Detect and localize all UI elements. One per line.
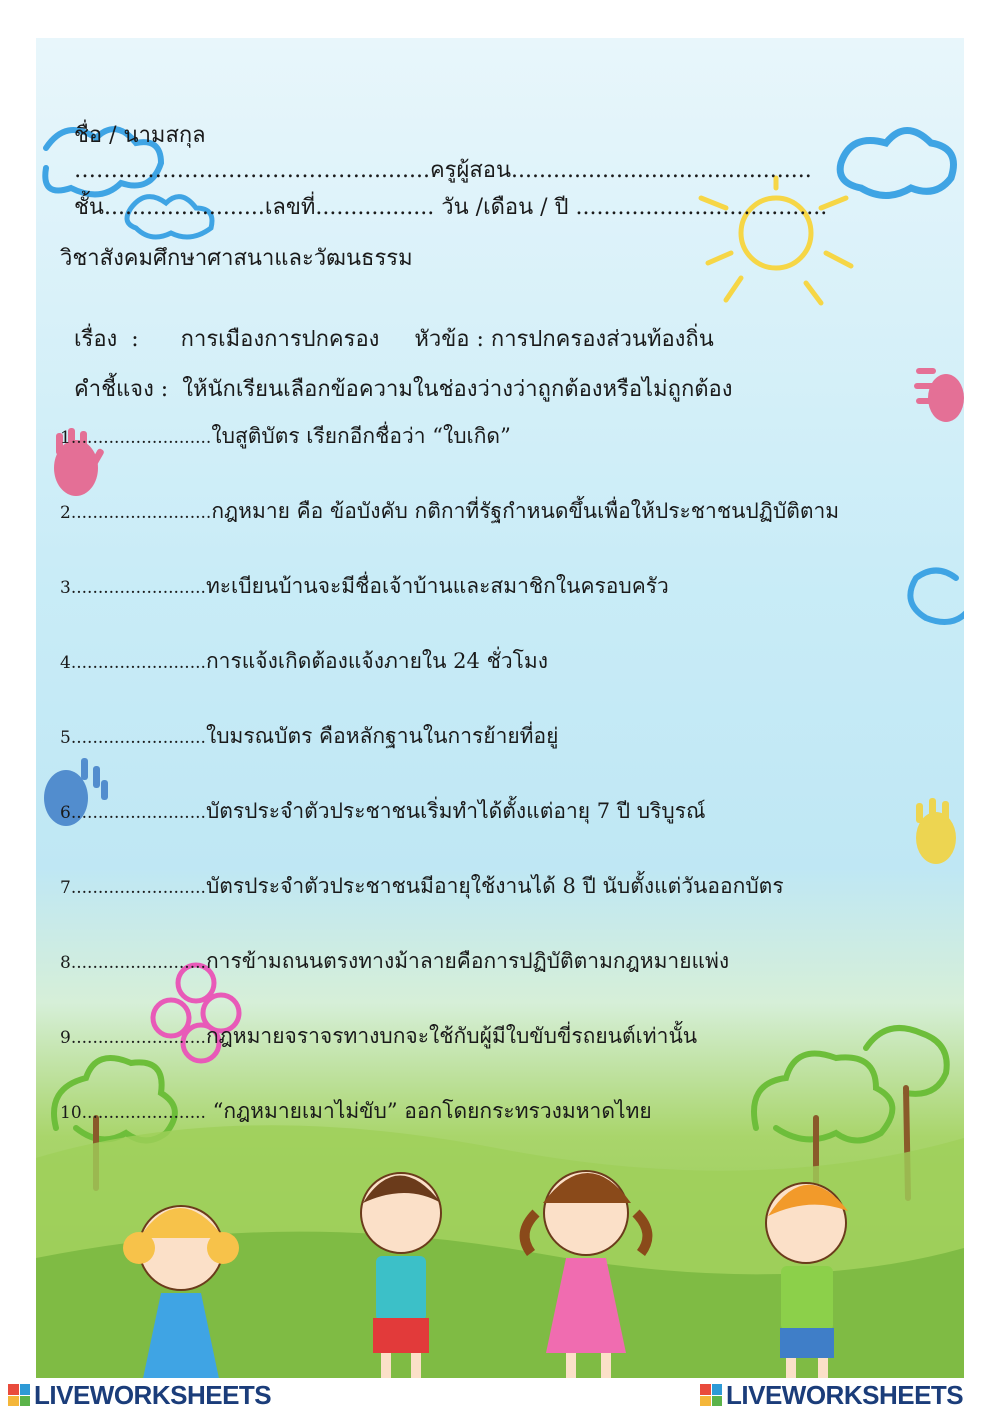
answer-blank[interactable]: ......................... <box>70 653 206 673</box>
worksheet-page <box>36 38 964 1378</box>
cloud-icon <box>910 571 964 623</box>
answer-blank[interactable]: ......................... <box>70 953 206 973</box>
instruction-label: คำชี้แจง : <box>74 377 169 402</box>
date-label: วัน /เดือน / ปี <box>441 195 569 220</box>
question-item <box>60 795 705 828</box>
answer-blank[interactable]: ......................... <box>70 878 206 898</box>
question-item <box>60 645 548 678</box>
answer-blank[interactable]: ......................... <box>70 803 206 823</box>
question-number: 4 <box>60 653 71 673</box>
topic-label: เรื่อง : <box>74 327 139 352</box>
class-blank[interactable]: ....................... <box>103 195 265 220</box>
question-text: ทะเบียนบ้านจะมีชื่อเจ้าบ้านและสมาชิกในครอบครัว <box>205 574 669 598</box>
teacher-label: ครูผู้สอน <box>429 158 512 183</box>
handprint-icon <box>916 798 956 864</box>
brand-text: LIVEWORKSHEETS <box>726 1379 964 1410</box>
question-item <box>60 1095 652 1128</box>
liveworksheets-logo-icon <box>8 1384 30 1406</box>
number-label: เลขที่ <box>264 195 316 220</box>
question-text: การข้ามถนนตรงทางม้าลายคือการปฏิบัติตามกฎหมายแพ่ง <box>205 949 730 973</box>
question-text: “กฎหมายเมาไม่ขับ” ออกโดยกระทรวงมหาดไทย <box>205 1099 652 1123</box>
answer-blank[interactable]: ......................... <box>70 578 206 598</box>
answer-blank[interactable]: ....................... <box>81 1103 206 1123</box>
question-number: 6 <box>60 803 71 823</box>
question-number: 3 <box>60 578 71 598</box>
answer-blank[interactable]: .......................... <box>70 503 212 523</box>
question-item <box>60 1020 697 1053</box>
topic-value: การเมืองการปกครอง <box>180 327 380 352</box>
question-number: 7 <box>60 878 71 898</box>
background-illustration <box>36 38 964 1378</box>
answer-blank[interactable]: ......................... <box>70 728 206 748</box>
question-text: การแจ้งเกิดต้องแจ้งภายใน 24 ชั่วโมง <box>205 649 548 673</box>
question-text: กฎหมายจราจรทางบกจะใช้กับผู้มีใบขับขี่รถยนต์เท่านั้น <box>205 1024 698 1048</box>
class-label: ชั้น <box>74 195 104 220</box>
question-number: 8 <box>60 953 71 973</box>
question-number: 5 <box>60 728 71 748</box>
cloud-icon <box>840 131 953 196</box>
question-item <box>60 720 558 753</box>
question-text: บัตรประจำตัวประชาชนเริ่มทำได้ตั้งแต่อายุ 7 ปี บริบูรณ์ <box>205 799 706 823</box>
question-text: บัตรประจำตัวประชาชนมีอายุใช้งานได้ 8 ปี นับตั้งแต่วันออกบัตร <box>205 874 784 898</box>
date-blank[interactable]: .................................... <box>575 195 828 220</box>
question-item <box>60 945 729 978</box>
question-item <box>60 420 511 453</box>
answer-blank[interactable]: ......................... <box>70 1028 206 1048</box>
question-number: 9 <box>60 1028 71 1048</box>
class-row <box>60 164 827 224</box>
instruction-row <box>60 346 733 406</box>
question-text: ใบสูติบัตร เรียกอีกชื่อว่า “ใบเกิด” <box>211 424 511 448</box>
name-blank[interactable]: ………………………………….......... <box>74 158 430 183</box>
question-item <box>60 570 669 603</box>
question-text: ใบมรณบัตร คือหลักฐานในการย้ายที่อยู่ <box>205 724 559 748</box>
footer-logo-left <box>8 1380 271 1410</box>
teacher-blank[interactable]: ........................................... <box>511 158 812 183</box>
question-item <box>60 870 784 903</box>
question-number: 10 <box>60 1103 82 1123</box>
subtopic: หัวข้อ : การปกครองส่วนท้องถิ่น <box>414 327 714 352</box>
footer-logo-right <box>700 1380 963 1410</box>
brand-text: LIVEWORKSHEETS <box>34 1379 272 1410</box>
handprint-icon <box>914 368 964 422</box>
question-number: 1 <box>60 428 71 448</box>
question-text: กฎหมาย คือ ข้อบังคับ กติกาที่รัฐกำหนดขึ้นเพื่อให้ประชาชนปฏิบัติตาม <box>211 499 840 523</box>
subject-title: วิชาสังคมศึกษาศาสนาและวัฒนธรรม <box>60 246 413 271</box>
instruction-text: ให้นักเรียนเลือกข้อความในช่องว่างว่าถูกต้องหรือไม่ถูกต้อง <box>182 377 733 402</box>
name-label: ชื่อ / นามสกุล <box>74 123 206 148</box>
question-item <box>60 495 839 528</box>
question-number: 2 <box>60 503 71 523</box>
number-blank[interactable]: ................. <box>315 195 435 220</box>
liveworksheets-logo-icon <box>700 1384 722 1406</box>
answer-blank[interactable]: .......................... <box>70 428 212 448</box>
